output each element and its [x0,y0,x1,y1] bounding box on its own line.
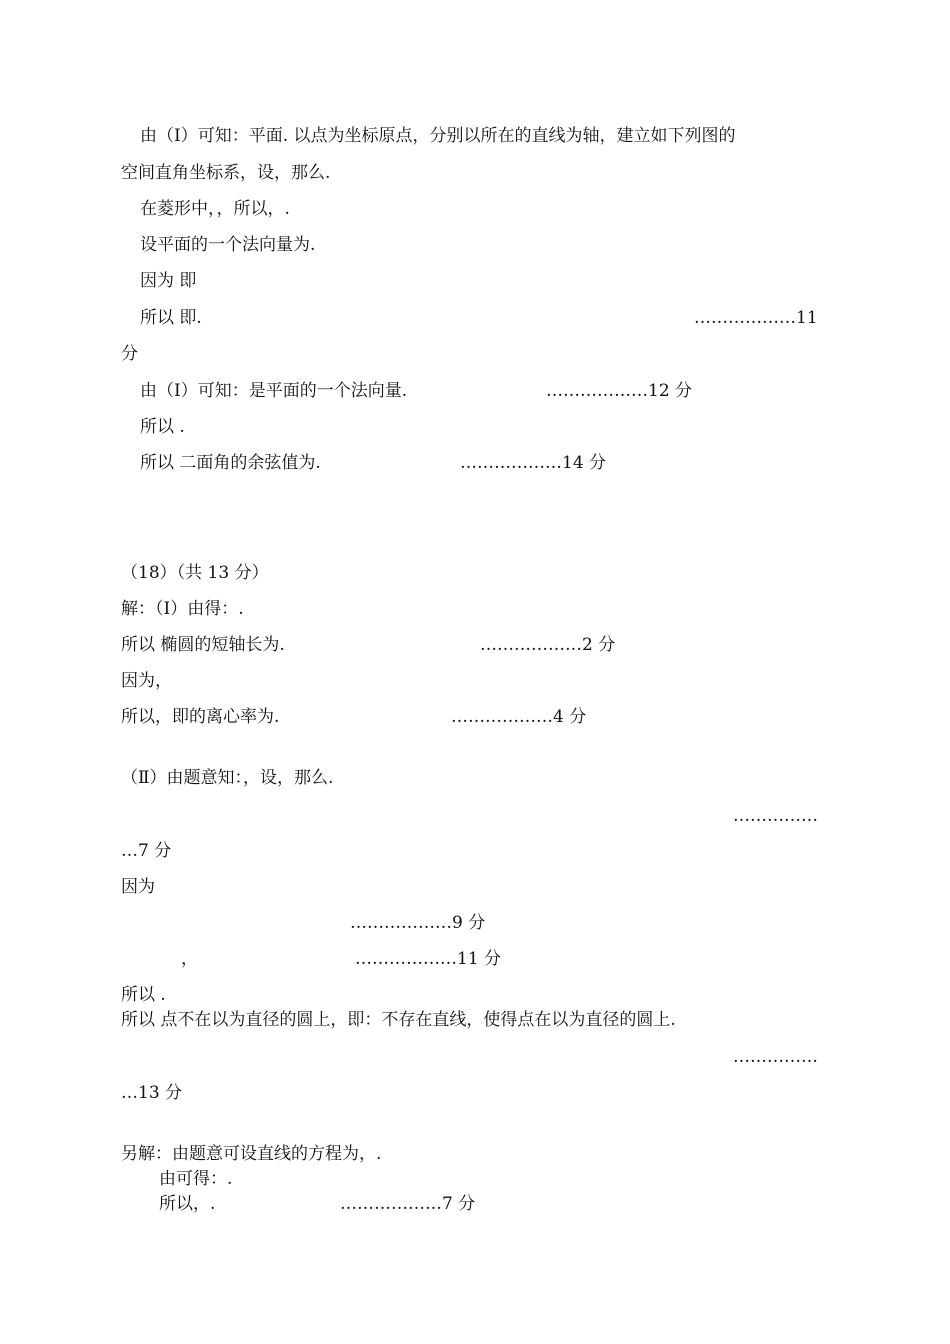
text-line: 空间直角坐标系，设，那么. [121,163,331,183]
text-line: ， [181,949,198,969]
score-mark: ………………7 分 [340,1194,476,1214]
text-line: 所以 二面角的余弦值为. [140,453,321,473]
text-line: 解：（Ⅰ）由得：. [121,599,244,619]
text-line: 所以 点不在以为直径的圆上，即：不存在直线，使得点在以为直径的圆上. [121,1010,676,1030]
score-mark: ………………12 分 [546,381,693,401]
text-line: 所以 . [140,417,185,437]
score-mark: ………………9 分 [350,913,486,933]
text-line: （Ⅱ）由题意知：，设，那么. [121,768,334,788]
section-heading: （18）（共 13 分） [121,563,269,583]
score-mark: ………………4 分 [451,707,587,727]
score-mark: ………………14 分 [460,453,607,473]
text-line: 由可得：. [159,1169,233,1189]
score-mark: ………………11 分 [355,949,502,969]
text-line: 因为 [121,877,155,897]
text-line: 所以 即. [140,308,202,328]
text-line: 另解：由题意可设直线的方程为，. [121,1144,382,1164]
text-line: 由（Ⅰ）可知：平面. 以点为坐标原点，分别以所在的直线为轴，建立如下列图的 [140,126,736,146]
score-mark: …13 分 [121,1083,183,1103]
score-mark: ………………11 [694,308,818,328]
score-mark: …………… [733,1047,818,1067]
text-line: 所以 . [121,985,166,1005]
text-line: 所以，即的离心率为. [121,707,280,727]
text-line: 因为 即 [140,271,197,291]
score-mark: 分 [121,344,138,364]
text-line: 所以，. [159,1194,216,1214]
score-mark: ………………2 分 [480,635,616,655]
text-line: 由（Ⅰ）可知：是平面的一个法向量. [140,381,408,401]
text-line: 设平面的一个法向量为. [140,235,316,255]
text-line: 因为， [121,671,172,691]
text-line: 所以 椭圆的短轴长为. [121,635,285,655]
score-mark: …7 分 [121,841,172,861]
score-mark: …………… [733,806,818,826]
text-line: 在菱形中，，所以，. [140,199,290,219]
